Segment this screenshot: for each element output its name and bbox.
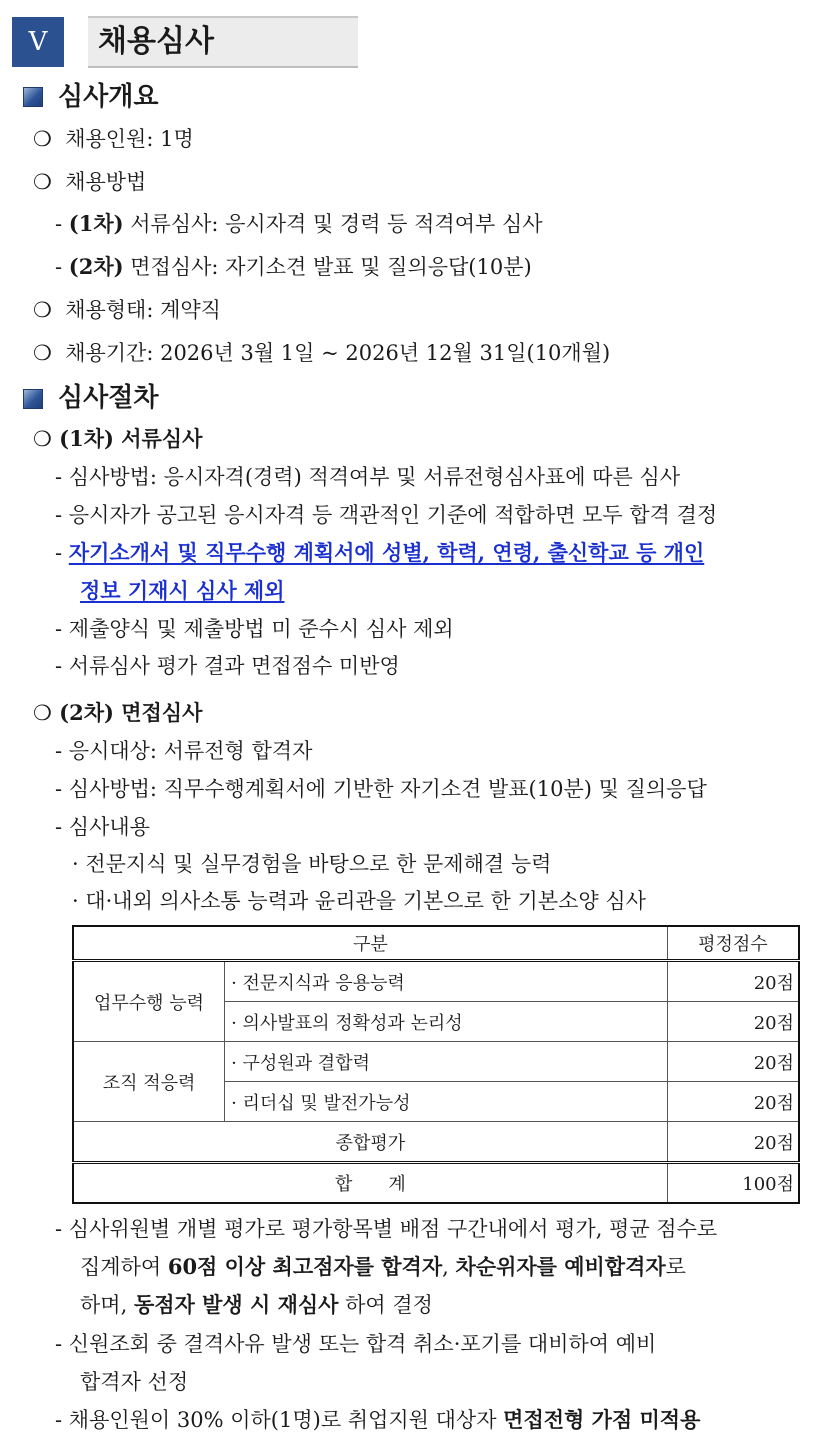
sub-item: · 전문지식 및 실무경험을 바탕으로 한 문제해결 능력 [72, 852, 552, 876]
list-item: - 제출양식 및 제출방법 미 준수시 심사 제외 [55, 617, 454, 641]
stage-tag: (1차) [68, 211, 124, 236]
circle-bullet-icon: ❍ [33, 127, 52, 151]
list-item: - 자기소개서 및 직무수행 계획서에 성별, 학력, 연령, 출신학교 등 개인 [55, 540, 705, 565]
overall-label: 종합평가 [73, 1122, 667, 1163]
circle-bullet-icon: ❍ [33, 341, 52, 365]
header-score: 평정점수 [667, 926, 799, 961]
note-line [80, 1252, 686, 1282]
sub-item: · 대·내외 의사소통 능력과 윤리관을 기본으로 한 기본소양 심사 [72, 889, 646, 913]
item-text: 채용방법 [65, 170, 147, 194]
list-item: - 응시자가 공고된 응시자격 등 객관적인 기준에 적합하면 모두 합격 결정 [55, 503, 718, 527]
note-emphasis: 면접전형 가점 미적용 [503, 1407, 701, 1432]
table-row [73, 1042, 799, 1082]
note-line: - 신원조회 중 결격사유 발생 또는 합격 취소·포기를 대비하여 예비 [55, 1332, 657, 1356]
list-item [33, 338, 610, 368]
section-number-badge: V [12, 17, 64, 67]
stage-title: (2차) 면접심사 [59, 700, 203, 725]
total-score: 100점 [667, 1163, 799, 1204]
section-square-icon [23, 87, 43, 107]
circle-bullet-icon: ❍ [33, 427, 52, 451]
table-header-row [73, 926, 799, 961]
item-text: 채용형태: 계약직 [65, 298, 221, 322]
circle-bullet-icon: ❍ [33, 170, 52, 194]
circle-bullet-icon: ❍ [33, 298, 52, 322]
stage-tag: (2차) [68, 254, 124, 279]
highlight-notice: 자기소개서 및 직무수행 계획서에 성별, 학력, 연령, 출신학교 등 개인 [68, 540, 705, 565]
list-item: - (1차) 서류심사: 응시자격 및 경력 등 적격여부 심사 [55, 211, 543, 236]
score-cell: 20점 [667, 1002, 799, 1042]
item-cell: · 전문지식과 응용능력 [225, 961, 668, 1002]
note-line: - 심사위원별 개별 평가로 평가항목별 배점 구간내에서 평가, 평균 점수로 [55, 1217, 718, 1241]
item-text: 채용인원: 1명 [65, 127, 194, 151]
list-item: - 심사방법: 응시자격(경력) 적격여부 및 서류전형심사표에 따른 심사 [55, 465, 681, 489]
list-item: - 심사방법: 직무수행계획서에 기반한 자기소견 발표(10분) 및 질의응답 [55, 777, 707, 801]
list-item [33, 295, 221, 325]
item-text: 심사방법: 직무수행계획서에 기반한 자기소견 발표(10분) 및 질의응답 [68, 777, 707, 801]
table-row [73, 961, 799, 1002]
section-square-icon [23, 389, 43, 409]
note-text: 신원조회 중 결격사유 발생 또는 합격 취소·포기를 대비하여 예비 [68, 1332, 657, 1356]
stage2-heading [33, 698, 202, 728]
total-label: 합 계 [73, 1163, 667, 1204]
item-text: 서류심사 평가 결과 면접점수 미반영 [68, 654, 400, 678]
circle-bullet-icon: ❍ [33, 701, 52, 725]
item-text: 면접심사: 자기소견 발표 및 질의응답(10분) [123, 255, 532, 279]
note-text: 채용인원이 30% 이하(1명)로 취업지원 대상자 [68, 1408, 504, 1432]
note-text: 합격자 선정 [80, 1370, 189, 1394]
note-line: - 채용인원이 30% 이하(1명)로 취업지원 대상자 면접전형 가점 미적용 [55, 1407, 701, 1432]
list-item [33, 167, 146, 197]
list-item [33, 124, 194, 154]
highlight-notice: 정보 기재시 심사 제외 [80, 578, 285, 603]
item-cell: · 리더십 및 발전가능성 [225, 1082, 668, 1122]
list-item: - 서류심사 평가 결과 면접점수 미반영 [55, 654, 400, 678]
item-text: 심사내용 [68, 815, 150, 839]
score-table [72, 925, 800, 1204]
item-text: 제출양식 및 제출방법 미 준수시 심사 제외 [68, 617, 454, 641]
note-line [80, 1367, 188, 1397]
score-cell: 20점 [667, 1122, 799, 1163]
list-item: - (2차) 면접심사: 자기소견 발표 및 질의응답(10분) [55, 254, 532, 279]
note-text: 로 [665, 1255, 686, 1279]
item-text: 채용기간: 2026년 3월 1일 ~ 2026년 12월 31일(10개월) [65, 341, 611, 365]
list-item: - 응시대상: 서류전형 합격자 [55, 739, 313, 763]
note-emphasis: 60점 이상 최고점자를 합격자 [167, 1254, 443, 1279]
section-title-procedure: 심사절차 [58, 383, 159, 413]
group-name: 업무수행 능력 [73, 961, 225, 1042]
table-total-row [73, 1163, 799, 1204]
header-category: 구분 [73, 926, 667, 961]
list-item-cont [80, 576, 285, 606]
score-cell: 20점 [667, 1042, 799, 1082]
note-emphasis: 동점자 발생 시 재심사 [133, 1292, 339, 1317]
item-text: 서류심사: 응시자격 및 경력 등 적격여부 심사 [123, 212, 543, 236]
note-text: 심사위원별 개별 평가로 평가항목별 배점 구간내에서 평가, 평균 점수로 [68, 1217, 718, 1241]
section-title-overview: 심사개요 [58, 82, 159, 112]
score-cell: 20점 [667, 961, 799, 1002]
list-item: - 심사내용 [55, 815, 150, 839]
group-name: 조직 적응력 [73, 1042, 225, 1122]
item-text: 응시자가 공고된 응시자격 등 객관적인 기준에 적합하면 모두 합격 결정 [68, 503, 718, 527]
note-text: 하며, [80, 1293, 134, 1317]
item-text: 심사방법: 응시자격(경력) 적격여부 및 서류전형심사표에 따른 심사 [68, 465, 681, 489]
note-line [80, 1290, 433, 1320]
stage-title: (1차) 서류심사 [59, 426, 203, 451]
note-text: 집계하여 [80, 1255, 168, 1279]
item-cell: · 구성원과 결합력 [225, 1042, 668, 1082]
item-text: 응시대상: 서류전형 합격자 [68, 739, 313, 763]
note-text: , [442, 1255, 456, 1279]
item-cell: · 의사발표의 정확성과 논리성 [225, 1002, 668, 1042]
table-row [73, 1122, 799, 1163]
score-cell: 20점 [667, 1082, 799, 1122]
page-title: 채용심사 [98, 24, 214, 59]
stage1-heading [33, 424, 202, 454]
note-text: 하여 결정 [338, 1293, 433, 1317]
note-emphasis: 차순위자를 예비합격자 [455, 1254, 666, 1279]
